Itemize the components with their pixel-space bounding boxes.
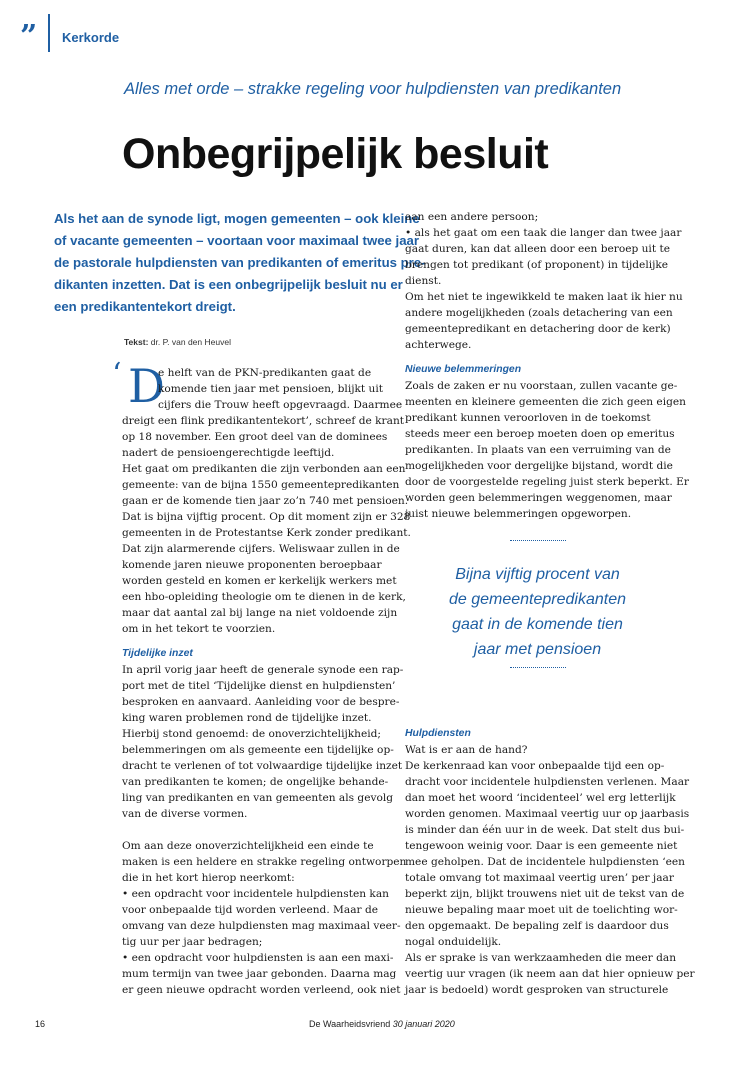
body-line: veertig uur vragen (ik neem aan dat hier opnieuw per — [405, 968, 695, 980]
body-line: gemeentepredikant en detachering door de kerk) — [405, 323, 671, 335]
body-line: dracht te verlenen of tot volwaardige tijdelijke inzet — [122, 760, 403, 772]
body-line: nadert de pensioengerechtigde leeftijd. — [122, 447, 335, 459]
body-line: steeds meer een beroep moeten doen op emeritus — [405, 428, 675, 440]
left-column — [122, 359, 411, 998]
body-line: worden genomen. Maximaal veertig uur op jaarbasis — [405, 808, 690, 820]
article-headline: Onbegrijpelijk besluit — [122, 130, 549, 178]
header-divider — [48, 14, 50, 52]
header-quote-icon: ” — [20, 19, 38, 54]
body-line: tengewoon weinig voor. Daar is een gemeente niet — [405, 840, 678, 852]
body-line: aan een andere persoon; — [405, 211, 539, 223]
lead-line: een predikantentekort dreigt. — [54, 299, 236, 314]
body-line: Om het niet te ingewikkeld te maken laat ik hier nu — [405, 291, 683, 303]
body-line: mee geholpen. Dat de incidentele hulpdiensten ‘een — [405, 856, 685, 868]
body-line: gaan er de komende tien jaar zo’n 740 met pensioen. — [122, 495, 409, 507]
body-line: door de voorgestelde regeling juist sterk beperkt. Er — [405, 476, 689, 488]
body-line: die in het kort hierop neerkomt: — [122, 872, 295, 884]
body-line: predikant kunnen veroorloven in de toekomst — [405, 412, 651, 424]
byline — [124, 337, 231, 347]
body-line: king waren problemen rond de tijdelijke inzet. — [122, 712, 372, 724]
body-line: komende jaren nieuwe proponenten beroepbaar — [122, 559, 382, 571]
body-line: andere mogelijkheden (zoals detachering van een — [405, 307, 673, 319]
byline-label: Tekst: — [124, 337, 149, 347]
body-line: Om aan deze onoverzichtelijkheid een einde te — [122, 840, 374, 852]
body-line: om in het tekort te voorzien. — [122, 623, 276, 635]
subhead-hulpdiensten: Hulpdiensten — [405, 728, 471, 739]
body-line: dienst. — [405, 275, 442, 287]
body-line: worden geen belemmeringen weggenomen, maar — [405, 492, 672, 504]
body-line: achterwege. — [405, 339, 472, 351]
lead-line: Als het aan de synode ligt, mogen gemeenten – ook kleine — [54, 211, 420, 226]
body-line: beperkt zijn, blijkt trouwens niet uit de tekst van de — [405, 888, 685, 900]
body-line: Dat is bijna vijftig procent. Op dit moment zijn er 328 — [122, 511, 411, 523]
body-line: Wat is er aan de hand? — [405, 744, 528, 756]
magazine-name: De Waarheidsvriend — [309, 1019, 391, 1029]
body-line: een hbo-opleiding theologie om te dienen in de kerk, — [122, 591, 406, 603]
body-line: besproken en aanvaard. Aanleiding voor de bespre- — [122, 696, 400, 708]
body-line: worden gesteld en komen er kerkelijk werkers met — [122, 575, 397, 587]
body-line: nieuwe bepaling maar moet uit de toelichting wor- — [405, 904, 678, 916]
body-line: dan moet het woord ‘incidenteel’ wel erg letterlijk — [405, 792, 676, 804]
body-line: Als er sprake is van werkzaamheden die meer dan — [405, 952, 677, 964]
body-line: dreigt een flink predikantentekort’, schreef de krant — [122, 415, 405, 427]
pull-quote — [420, 562, 655, 662]
body-line: maar dat aantal zal bij lange na niet voldoende zijn — [122, 607, 398, 619]
pull-quote-line: Bijna vijftig procent van — [455, 566, 620, 583]
article-lead — [54, 208, 426, 318]
body-line: is minder dan één uur in de week. Dat stelt dus bui- — [405, 824, 685, 836]
footer-publication — [309, 1019, 455, 1029]
lead-line: dikanten inzetten. Dat is een onbegrijpelijk besluit nu er — [54, 277, 403, 292]
body-line: belemmeringen om als gemeente een tijdelijke op- — [122, 744, 394, 756]
pull-quote-line: gaat in de komende tien — [452, 616, 623, 633]
body-line: van de diverse vormen. — [122, 808, 248, 820]
body-line: mum termijn van twee jaar gebonden. Daarna mag — [122, 968, 397, 980]
page-number: 16 — [35, 1019, 46, 1029]
body-line: brengen tot predikant (of proponent) in tijdelijke — [405, 259, 669, 271]
pull-quote-line: de gemeentepredikanten — [448, 591, 627, 608]
body-line: gemeente: van de bijna 1550 gemeentepredikanten — [122, 479, 400, 491]
body-line: jaar is bedoeld) wordt gesproken van structurele — [405, 984, 669, 996]
body-line: dracht voor incidentele hulpdiensten verlenen. Maar — [405, 776, 690, 788]
body-line: gaat duren, kan dat alleen door een beroep uit te — [405, 243, 670, 255]
body-line: den opgemaakt. De bepaling zelf is daardoor dus — [405, 920, 669, 932]
body-line: predikanten. In plaats van een verruiming van de — [405, 444, 671, 456]
paragraph-spacer — [122, 822, 392, 838]
body-line: Zoals de zaken er nu voorstaan, zullen vacante ge- — [405, 380, 678, 392]
body-line: op 18 november. Een groot deel van de dominees — [122, 431, 388, 443]
body-line: cijfers die Trouw heeft opgevraagd. Daarmee — [158, 399, 403, 411]
body-line: maken is een heldere en strakke regeling ontworpen — [122, 856, 407, 868]
body-line: nogal onduidelijk. — [405, 936, 502, 948]
subhead-nieuwe-belemmeringen: Nieuwe belemmeringen — [405, 364, 522, 375]
body-line: meenten en kleinere gemeenten die zich geen eigen — [405, 396, 686, 408]
dropcap: D — [128, 359, 165, 413]
pull-quote-line: jaar met pensioen — [473, 641, 602, 658]
body-line: er geen nieuwe opdracht worden verleend, ook niet — [122, 984, 401, 996]
body-line: Dat zijn alarmerende cijfers. Weliswaar zullen in de — [122, 543, 400, 555]
article-kicker: Alles met orde – strakke regeling voor hulpdiensten van predikanten — [124, 80, 622, 98]
body-line: mogelijkheden voor dergelijke bijstand, wordt die — [405, 460, 673, 472]
body-line: gemeenten in de Protestantse Kerk zonder predikant. — [122, 527, 411, 539]
body-line: Het gaat om predikanten die zijn verbonden aan een — [122, 463, 406, 475]
body-line: komende tien jaar met pensioen, blijkt uit — [158, 383, 384, 395]
body-line: ling van predikanten en van gemeenten als gevolg — [122, 792, 394, 804]
body-line: In april vorig jaar heeft de generale synode een rap- — [122, 664, 404, 676]
byline-author: dr. P. van den Heuvel — [150, 337, 231, 347]
body-line: • een opdracht voor incidentele hulpdiensten kan — [122, 888, 389, 900]
pull-quote-rule-top — [510, 540, 566, 541]
body-line: juist nieuwe belemmeringen opgeworpen. — [405, 508, 632, 520]
dropcap-quote-icon: ‘ — [112, 357, 122, 392]
body-line: omvang van deze hulpdiensten mag maximaal veer- — [122, 920, 401, 932]
body-line: tig uur per jaar bedragen; — [122, 936, 263, 948]
body-line: van predikanten te komen; de ongelijke behande- — [122, 776, 389, 788]
body-line: totale omvang tot maximaal veertig uren’ per jaar — [405, 872, 674, 884]
lead-line: of vacante gemeenten – voortaan voor maximaal twee jaar — [54, 233, 420, 248]
pull-quote-rule-bottom — [510, 667, 566, 668]
issue-date: 30 januari 2020 — [392, 1019, 455, 1029]
body-line: • als het gaat om een taak die langer dan twee jaar — [405, 227, 682, 239]
lead-line: de pastorale hulpdiensten van predikanten of emeritus pre- — [54, 255, 426, 270]
subhead-tijdelijke-inzet: Tijdelijke inzet — [122, 648, 193, 659]
body-line: port met de titel ‘Tijdelijke dienst en hulpdiensten’ — [122, 680, 396, 692]
body-line: De kerkenraad kan voor onbepaalde tijd een op- — [405, 760, 665, 772]
body-line: Hierbij stond genoemd: de onoverzichtelijkheid; — [122, 728, 381, 740]
body-line: voor onbepaalde tijd worden verleend. Maar de — [122, 904, 379, 916]
body-line: e helft van de PKN-predikanten gaat de — [158, 367, 372, 379]
section-label: Kerkorde — [62, 30, 120, 45]
body-line: • een opdracht voor hulpdiensten is aan een maxi- — [122, 952, 394, 964]
